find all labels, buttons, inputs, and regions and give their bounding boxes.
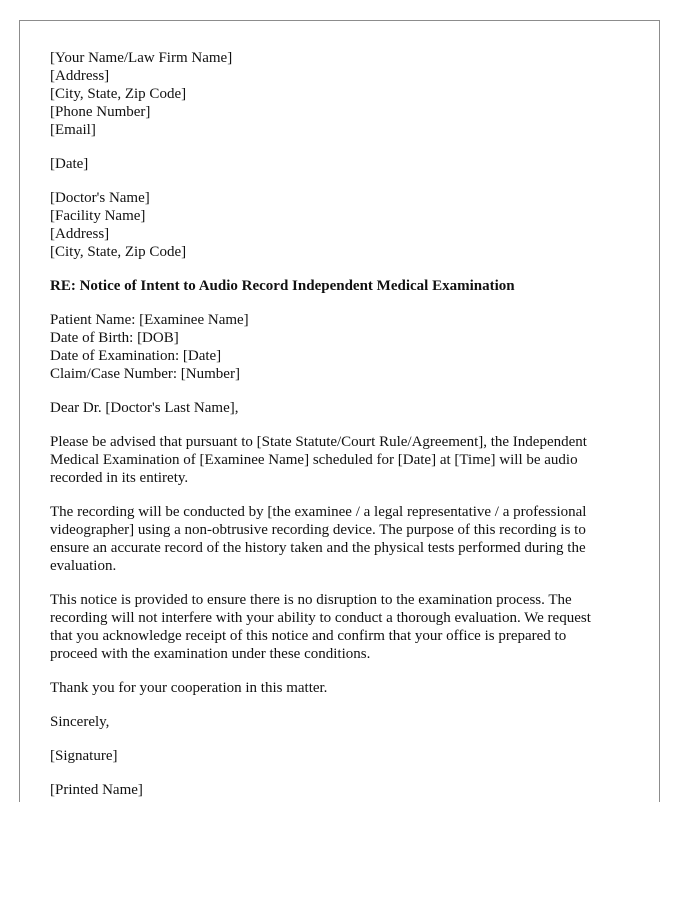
paragraph-line: recording will not interfere with your ability to conduct a thorough evaluation. We request [50, 610, 591, 626]
thanks-text: Thank you for your cooperation in this matter. [50, 680, 328, 696]
sender-city-state-zip: [City, State, Zip Code] [50, 86, 187, 102]
patient-name: Patient Name: [Examinee Name] [50, 312, 249, 328]
paragraph-line: The recording will be conducted by [the examinee / a legal representative / a professional [50, 504, 587, 520]
paragraph-3 [50, 591, 645, 663]
paragraph-line: Please be advised that pursuant to [State Statute/Court Rule/Agreement], the Independent [50, 434, 587, 450]
exam-date: Date of Examination: [Date] [50, 348, 222, 364]
signature-placeholder: [Signature] [50, 748, 118, 764]
sender-phone: [Phone Number] [50, 104, 151, 120]
paragraph-2 [50, 503, 645, 575]
signature-block [50, 747, 645, 765]
salutation-block [50, 399, 645, 417]
recipient-name: [Doctor's Name] [50, 190, 150, 206]
closing-block [50, 713, 645, 731]
paragraph-1 [50, 433, 645, 487]
paragraph-line: Medical Examination of [Examinee Name] scheduled for [Date] at [Time] will be audio [50, 452, 578, 468]
date-block [50, 155, 645, 173]
paragraph-line: recorded in its entirety. [50, 470, 189, 486]
recipient-facility: [Facility Name] [50, 208, 146, 224]
case-info-block [50, 311, 645, 383]
sender-block [50, 49, 645, 139]
paragraph-line: proceed with the examination under these conditions. [50, 646, 371, 662]
printed-name-block [50, 781, 645, 799]
salutation: Dear Dr. [Doctor's Last Name], [50, 400, 239, 416]
paragraph-line: evaluation. [50, 558, 117, 574]
paragraph-line: This notice is provided to ensure there is no disruption to the examination process. The [50, 592, 572, 608]
letter-content [50, 49, 645, 799]
recipient-city-state-zip: [City, State, Zip Code] [50, 244, 187, 260]
subject-text: RE: Notice of Intent to Audio Record Independent Medical Examination [50, 278, 515, 294]
date-of-birth: Date of Birth: [DOB] [50, 330, 179, 346]
paragraph-line: that you acknowledge receipt of this notice and confirm that your office is prepared to [50, 628, 567, 644]
paragraph-line: ensure an accurate record of the history taken and the physical tests performed during the [50, 540, 586, 556]
paragraph-line: videographer] using a non-obtrusive recording device. The purpose of this recording is to [50, 522, 586, 538]
sender-name: [Your Name/Law Firm Name] [50, 50, 233, 66]
recipient-block [50, 189, 645, 261]
sender-address: [Address] [50, 68, 110, 84]
letter-page [19, 20, 660, 802]
subject-line [50, 277, 645, 295]
sender-email: [Email] [50, 122, 96, 138]
recipient-address: [Address] [50, 226, 110, 242]
claim-number: Claim/Case Number: [Number] [50, 366, 240, 382]
letter-date: [Date] [50, 156, 89, 172]
thanks-block [50, 679, 645, 697]
printed-name: [Printed Name] [50, 782, 143, 798]
closing-text: Sincerely, [50, 714, 110, 730]
